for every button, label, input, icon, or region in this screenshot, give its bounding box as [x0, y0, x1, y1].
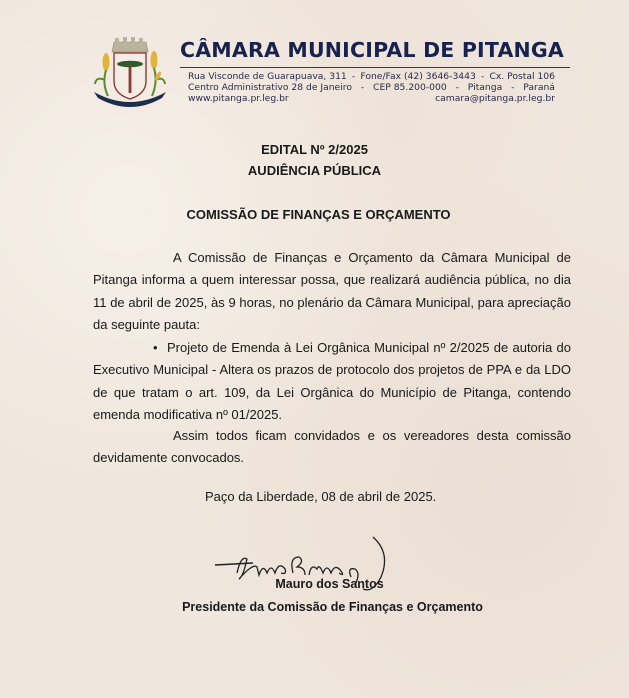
bullet-icon: • [153, 340, 158, 355]
separator: - [455, 82, 459, 93]
website-link[interactable]: www.pitanga.pr.leg.br [188, 93, 289, 104]
signer-role: Presidente da Comissão de Finanças e Orçamento [182, 600, 483, 614]
org-name: CÂMARA MUNICIPAL DE PITANGA [180, 38, 564, 62]
state: Paraná [523, 82, 555, 93]
agenda-list-item [93, 337, 571, 427]
coat-of-arms-icon [90, 36, 170, 112]
po-box: Cx. Postal 106 [489, 71, 555, 82]
separator: - [351, 71, 356, 82]
agenda-item-text: Projeto de Emenda à Lei Orgânica Municipal nº 2/2025 de autoria do Executivo Municipal - Altera os prazos de protocolo dos projetos de PPA e da LDO de que tratam o art. 109, da Lei Orgânica do Município de Pitanga, contendo emenda modificativa nº 01/2025. [93, 340, 571, 423]
street-address: Rua Visconde de Guarapuava, 311 [188, 71, 347, 82]
signer-name: Mauro dos Santos [275, 577, 384, 591]
postal-code: CEP 85.200-000 [373, 82, 447, 93]
intro-paragraph: A Comissão de Finanças e Orçamento da Câmara Municipal de Pitanga informa a quem interessar possa, que realizará audiência pública, no dia 11 de abril de 2025, às 9 horas, no plenário da Câmara Municipal, para apreciação da seguinte pauta: [93, 250, 571, 333]
address-row-2 [188, 82, 555, 93]
separator: - [480, 71, 485, 82]
committee-title: COMISSÃO DE FINANÇAS E ORÇAMENTO [186, 207, 451, 222]
edital-title: EDITAL Nº 2/2025 [261, 142, 368, 157]
separator: - [360, 82, 365, 93]
email-link[interactable]: camara@pitanga.pr.leg.br [435, 93, 555, 104]
address-row-3 [188, 93, 555, 104]
document-subtitle: AUDIÊNCIA PÚBLICA [247, 163, 382, 178]
district-address: Centro Administrativo 28 de Janeiro [188, 82, 352, 93]
place-and-date: Paço da Liberdade, 08 de abril de 2025. [205, 489, 437, 504]
header-divider [180, 67, 570, 68]
separator: - [511, 82, 515, 93]
address-row-1 [188, 71, 555, 82]
city: Pitanga [467, 82, 503, 93]
phone-number: Fone/Fax (42) 3646-3443 [360, 71, 476, 82]
closing-paragraph: Assim todos ficam convidados e os vereadores desta comissão devidamente convocados. [93, 428, 571, 466]
